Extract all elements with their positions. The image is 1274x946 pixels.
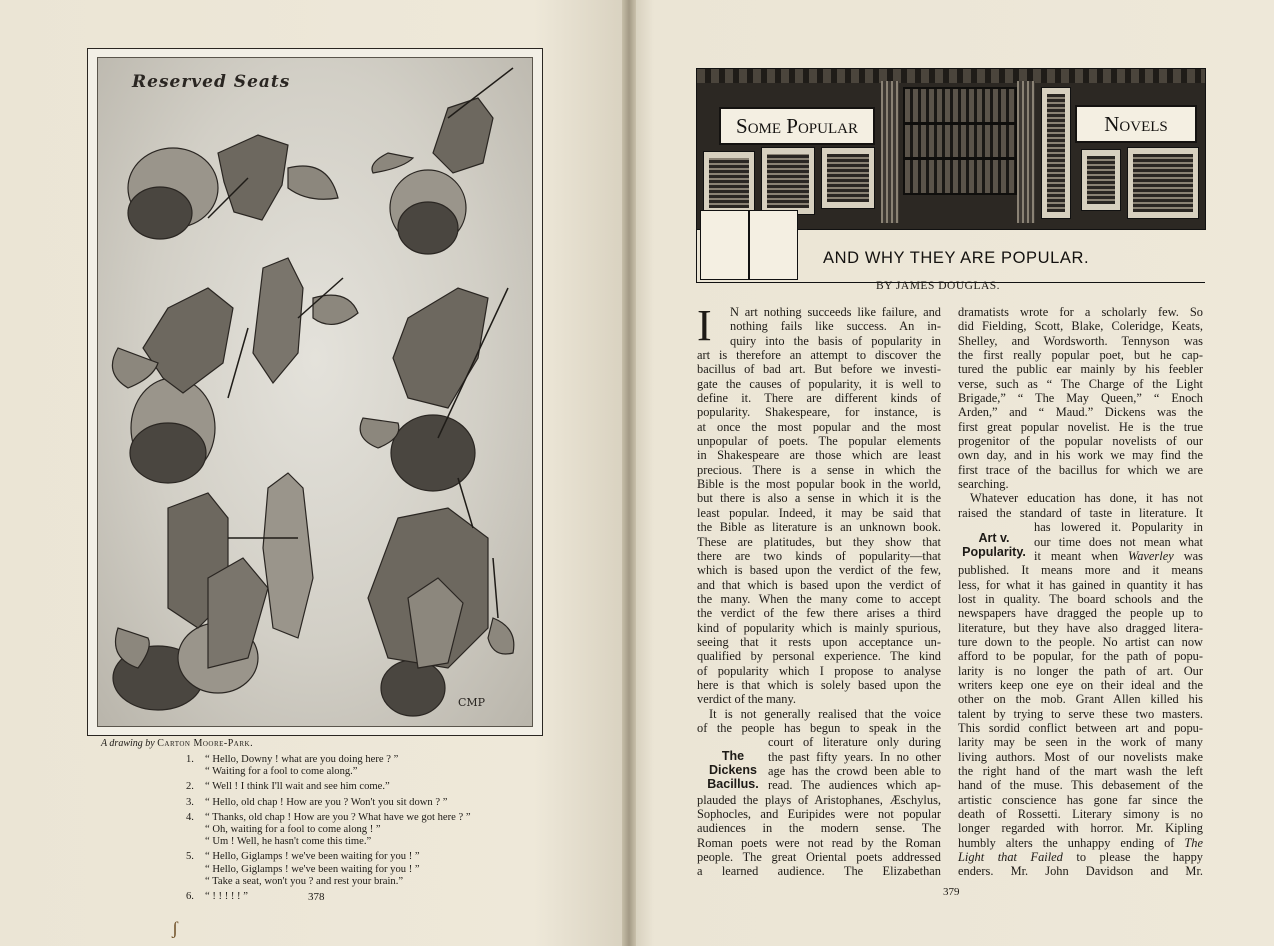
text-line: a learned audience. The Elizabethan bbox=[697, 864, 941, 879]
text-line: other on the mob. Grant Allen killed his bbox=[958, 692, 1203, 707]
text-line: larity may be seen in the work of many bbox=[958, 735, 1203, 750]
text-line: the Bible as literature is an unknown book. bbox=[697, 520, 941, 535]
credit-prefix: A drawing by bbox=[101, 738, 155, 749]
text-line: progenitor of the popular novelists of our bbox=[958, 434, 1203, 449]
text-line: verse, such as “ The Charge of the Light bbox=[958, 376, 1203, 391]
text-line: of popularity which I propose to analyse bbox=[697, 663, 941, 678]
text-line: larity is no longer the path of art. Our bbox=[958, 663, 1203, 678]
text-line: bacillus of bad art. But before we investi- bbox=[697, 362, 941, 377]
artist-signature: CMP bbox=[458, 696, 486, 709]
text-line: less, for what it has gained in quantity it has bbox=[958, 577, 1203, 592]
caption-number: 3. bbox=[186, 796, 194, 808]
text-line: published. It means more and it means bbox=[958, 563, 1203, 578]
caption-line: “ Hello, Downy ! what are you doing here ? ” bbox=[205, 754, 399, 765]
text-line: the first really popular poet, but he cap- bbox=[958, 348, 1203, 363]
sidenote-line: Art v. bbox=[978, 531, 1010, 545]
text-line: afford to be popular, for the path of popu- bbox=[958, 649, 1203, 664]
text-line: These are platitudes, but they show that bbox=[697, 534, 941, 549]
caption-line: “ Hello, old chap ! How are you ? Won't you sit down ? ” bbox=[205, 796, 448, 808]
text-line: literature, but they have also dragged litera- bbox=[958, 620, 1203, 635]
banner-title-left: Some Popular bbox=[719, 107, 875, 145]
text-line: qualified by personal experience. The kind bbox=[697, 649, 941, 664]
text-line: Arden,” and “ Maud.” Dickens was the bbox=[958, 405, 1203, 420]
page-number-left: 378 bbox=[308, 891, 325, 903]
caption-number: 1. bbox=[186, 754, 194, 765]
text-line: hand of the muse. This debasement of the bbox=[958, 778, 1203, 793]
text-line: newspapers have dragged the people up to bbox=[958, 606, 1203, 621]
text-line: death of Rossetti. Literary simony is no bbox=[958, 807, 1203, 822]
sidenote-line: The bbox=[721, 749, 745, 763]
caption-item bbox=[186, 797, 566, 809]
sidenote-art-vs-popularity bbox=[958, 531, 1030, 559]
page-number-right: 379 bbox=[943, 886, 960, 898]
book-image-3 bbox=[821, 147, 875, 209]
caption-item bbox=[186, 891, 566, 903]
text-line: Sophocles, and Euripides were not popular bbox=[697, 807, 941, 822]
text-line: dramatists wrote for a scholarly few. So bbox=[958, 305, 1203, 319]
text-line: writers keep one eye on their ideal and the bbox=[958, 677, 1203, 692]
text-line: raised the standard of taste in literature. It bbox=[958, 505, 1203, 520]
text-line: searching. bbox=[958, 477, 1009, 492]
banner-title-right: Novels bbox=[1075, 105, 1197, 143]
banner-ornament bbox=[697, 69, 1205, 83]
text-line: age has the crowd been able to bbox=[768, 764, 941, 778]
bookshelf bbox=[903, 87, 1017, 195]
text-line: here is that which is solely based upon the bbox=[697, 677, 941, 692]
text-line: the many. When the many come to accept bbox=[697, 591, 941, 606]
text-line: unpopular of poets. The popular elements bbox=[697, 434, 941, 449]
caption-line: “ Oh, waiting for a fool to come along ! ” bbox=[205, 824, 381, 836]
caption-number: 4. bbox=[186, 811, 194, 823]
text-line: gate the causes of popularity, it is well to bbox=[697, 376, 941, 391]
text-line: humbly alters the unhappy ending of The bbox=[958, 835, 1203, 850]
text-line: in Shakespeare are those which are least bbox=[697, 448, 941, 463]
portrait-image bbox=[1127, 147, 1199, 219]
book-gutter bbox=[622, 0, 636, 946]
text-line: define it. There are different kinds of bbox=[697, 391, 941, 406]
text-line: enders. Mr. John Davidson and Mr. bbox=[958, 864, 1203, 879]
caption-line: “ Um ! Well, he hasn't come this time.” bbox=[205, 836, 372, 848]
book-image-1 bbox=[703, 151, 755, 215]
caption-item bbox=[186, 851, 566, 888]
caption-number: 6. bbox=[186, 891, 194, 903]
text-line: the verdict of the few there arises a third bbox=[697, 606, 941, 621]
caption-line: “ Waiting for a fool to come along.” bbox=[205, 766, 358, 778]
sidenote-line: Bacillus. bbox=[707, 777, 759, 791]
illustration-drawing bbox=[98, 58, 532, 726]
book-image-2 bbox=[761, 147, 815, 215]
caption-item bbox=[186, 781, 566, 793]
text-line: Whatever education has done, it has not bbox=[970, 491, 1203, 506]
text-line: first great popular novelist. He is the true bbox=[958, 419, 1203, 434]
illustration-credit bbox=[101, 738, 253, 749]
illustration-title: Reserved Seats bbox=[132, 72, 291, 92]
article-subtitle: AND WHY THEY ARE POPULAR. bbox=[823, 249, 1090, 267]
sidenote-line: Popularity. bbox=[962, 545, 1026, 559]
drop-cap: I bbox=[697, 301, 712, 350]
text-line: verdict of the many. bbox=[697, 692, 796, 707]
open-book-illustration bbox=[700, 210, 798, 280]
caption-list bbox=[186, 754, 566, 906]
text-line: there are two kinds of popularity—that bbox=[697, 548, 941, 563]
caption-line: “ Take a seat, won't you ? and rest your brain.” bbox=[205, 875, 404, 887]
text-line: ture down to the people. No artist can now bbox=[958, 634, 1203, 649]
text-line: seeing that it rests upon acceptance un- bbox=[697, 634, 941, 649]
text-line: the past fifty years. In no other bbox=[768, 749, 941, 764]
text-line: court of literature only during bbox=[768, 735, 941, 750]
text-line: It is not generally realised that the voice bbox=[709, 706, 941, 721]
illustration bbox=[97, 57, 533, 727]
banner-column-right bbox=[1017, 81, 1035, 223]
sidenote-dickens-bacillus bbox=[700, 749, 766, 791]
caption-line: “ Hello, Giglamps ! we've been waiting for you ! ” bbox=[205, 863, 420, 875]
text-line: longer regarded with horror. Mr. Kipling bbox=[958, 821, 1203, 836]
text-line: N art nothing succeeds like failure, and bbox=[730, 305, 941, 319]
text-line: least popular. Indeed, it may be said that bbox=[697, 505, 941, 520]
text-line: tured the public ear mainly by his feebler bbox=[958, 362, 1203, 377]
text-line: living authors. Most of our novelists make bbox=[958, 749, 1203, 764]
text-line: our time does not mean what bbox=[1034, 534, 1203, 549]
text-line: Light that Failed to please the happy bbox=[958, 850, 1204, 865]
text-line: Shelley, and Wordsworth. Tennyson was bbox=[958, 333, 1203, 348]
banner-column-left bbox=[881, 81, 899, 223]
text-column-2 bbox=[958, 305, 1203, 879]
text-line: Roman poets were not read by the Roman bbox=[697, 835, 941, 850]
text-line: and that which is based upon the verdict of bbox=[697, 577, 941, 592]
caption-line: “ ! ! ! ! ! ” bbox=[205, 891, 248, 903]
caption-item bbox=[186, 754, 566, 778]
text-line: artistic conscience has gone far since the bbox=[958, 792, 1203, 807]
text-line: Bible is the most popular book in the world, bbox=[697, 477, 941, 492]
byline: BY JAMES DOUGLAS. bbox=[876, 280, 1001, 292]
text-line: own day, and in his work we may find the bbox=[958, 448, 1203, 463]
text-line: people. The great Oriental poets addressed bbox=[697, 850, 941, 865]
text-line: which is based upon the verdict of the few, bbox=[697, 563, 941, 578]
text-line: quiry into the basis of popularity in bbox=[730, 333, 941, 348]
sidenote-line: Dickens bbox=[709, 763, 757, 777]
text-line: nothing fails like success. An in- bbox=[730, 319, 941, 334]
margin-mark: ʃ bbox=[172, 918, 178, 938]
text-line: has lowered it. Popularity in bbox=[1034, 520, 1203, 535]
text-line: it meant when Waverley was bbox=[1034, 548, 1203, 563]
text-line: precious. There is a sense in which the bbox=[697, 462, 941, 477]
caption-line: “ Hello, Giglamps ! we've been waiting for you ! ” bbox=[205, 851, 420, 863]
text-line: read. The audiences which ap- bbox=[768, 778, 941, 793]
caption-number: 5. bbox=[186, 851, 194, 863]
caption-line: “ Well ! I think I'll wait and see him come.” bbox=[205, 781, 390, 793]
text-line: This sordid conflict between art and popu- bbox=[958, 720, 1203, 735]
text-line: but there is also a sense in which it is the bbox=[697, 491, 941, 506]
header-banner bbox=[696, 68, 1206, 230]
text-line: art is therefore an attempt to discover the bbox=[697, 348, 941, 363]
text-line: first trace of the bacillus for which we are bbox=[958, 462, 1203, 477]
book-image-4 bbox=[1081, 149, 1121, 211]
text-line: Brigade,” “ The May Queen,” “ Enoch bbox=[958, 391, 1203, 406]
text-line: popularity. Shakespeare, for instance, is bbox=[697, 405, 941, 420]
text-line: at once the most popular and the most bbox=[697, 419, 941, 434]
text-line: of the people has begun to speak in the bbox=[697, 720, 941, 735]
cabinet-image bbox=[1041, 87, 1071, 219]
credit-name: Carton Moore-Park. bbox=[157, 738, 254, 749]
illustration-frame bbox=[87, 48, 543, 736]
caption-line: “ Thanks, old chap ! How are you ? What have we got here ? ” bbox=[205, 811, 471, 823]
text-line: audiences in the modern sense. The bbox=[697, 821, 941, 836]
text-line: kind of popularity which is mainly spurious, bbox=[697, 620, 941, 635]
text-line: did Fielding, Scott, Blake, Coleridge, Keats, bbox=[958, 319, 1203, 334]
caption-item bbox=[186, 812, 566, 849]
caption-number: 2. bbox=[186, 781, 194, 793]
text-line: lost in quality. The board schools and the bbox=[958, 591, 1203, 606]
text-line: talent by trying to serve these two masters. bbox=[958, 706, 1203, 721]
text-column-1 bbox=[697, 301, 941, 879]
text-line: plauded the plays of Aristophanes, Æschylus, bbox=[697, 792, 941, 807]
text-line: the right hand of the mart wash the left bbox=[958, 764, 1203, 778]
